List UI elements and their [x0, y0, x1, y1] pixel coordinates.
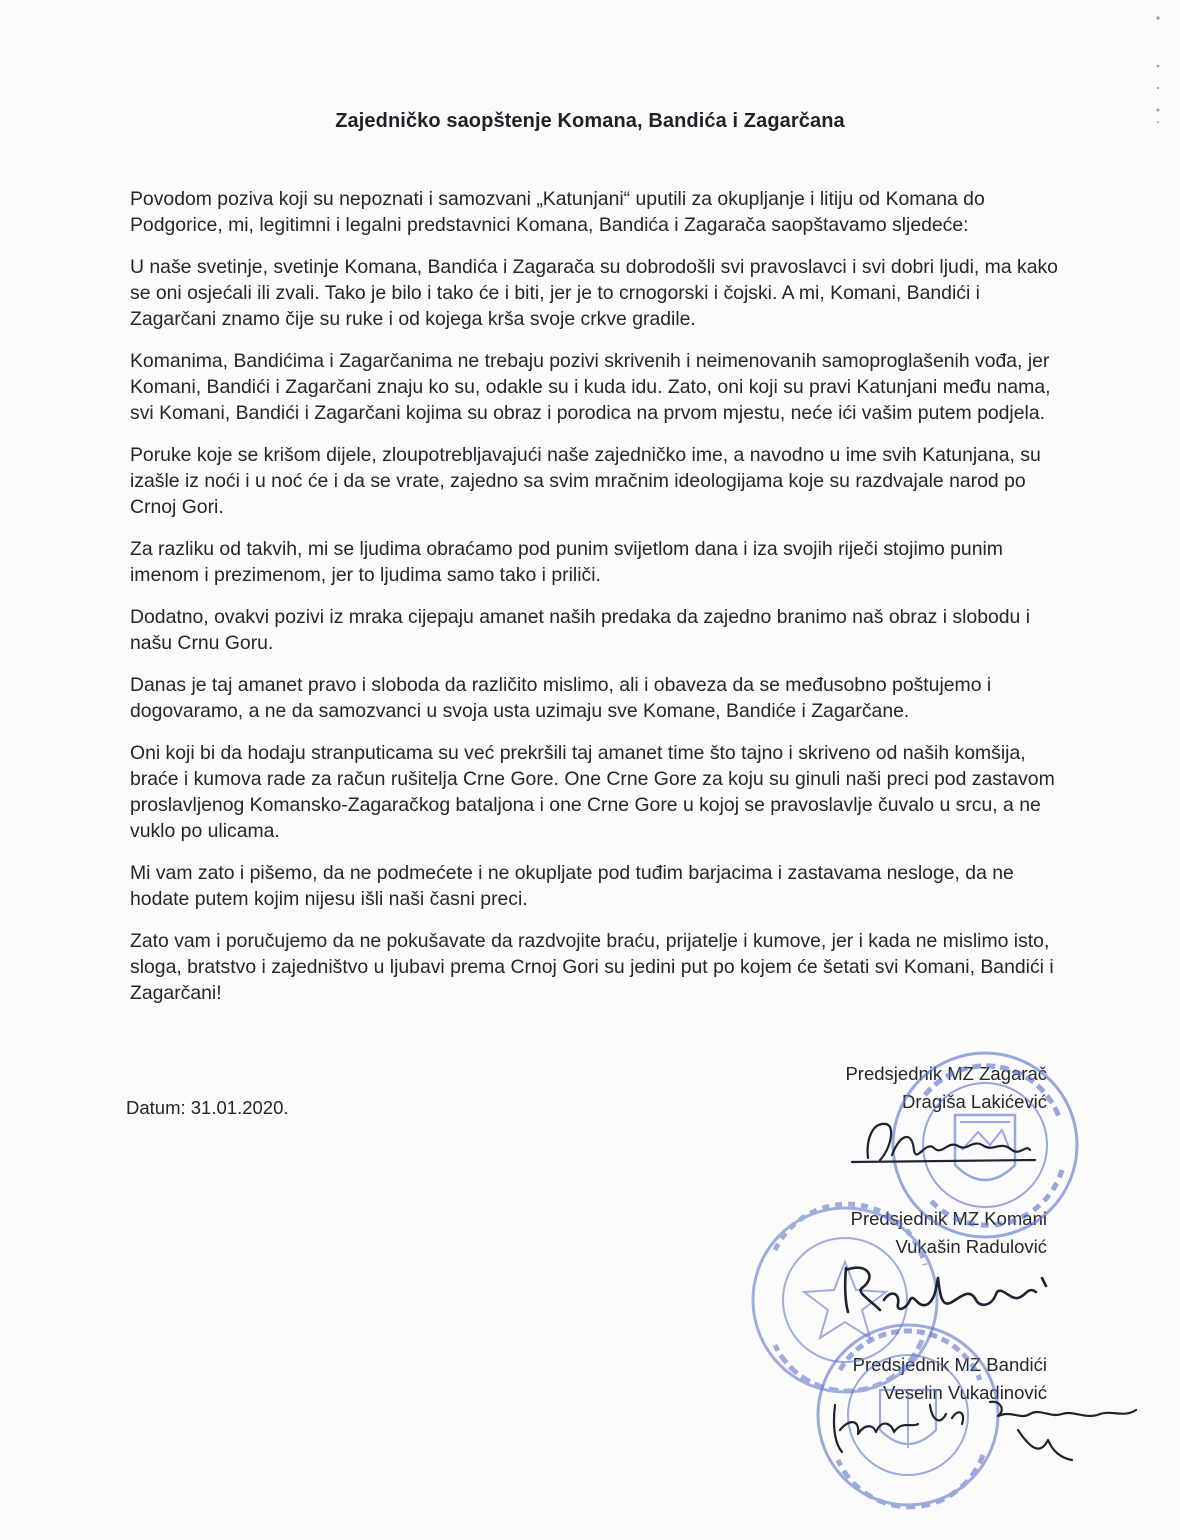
- signature-radulovic: [845, 1268, 1046, 1312]
- signatory-role: Predsjednik MZ Komani: [850, 1208, 1047, 1229]
- paragraph: Dodatno, ovakvi pozivi iz mraka cijepaju amanet naših predaka da zajedno branimo naš obraz i slobodu i našu Crnu Goru.: [130, 606, 1031, 654]
- paragraph: Komanima, Bandićima i Zagarčanima ne trebaju pozivi skrivenih i neimenovanih samoproglašenih vođa, jer Komani, Bandići i Zagarčani znaju ko su, odakle su i kuda idu. Zato, oni koji su pravi Katunjani među nama, svi Komani, Bandići i Zagarčani kojima su obraz i porodica na prvom mjestu, neće ići vašim putem podjela.: [130, 350, 1051, 424]
- paragraph: Zato vam i poručujemo da ne pokušavate da razdvojite braću, prijatelje i kumove, jer i kada ne mislimo isto, sloga, bratstvo i zajedništvo u ljubavi prema Crnoj Gori su jedini put po kojem će šetati svi Komani, Bandići i Zagarčani!: [130, 930, 1054, 1004]
- signature-vukadinovic: [834, 1402, 1136, 1460]
- paragraph: Mi vam zato i pišemo, da ne podmećete i ne okupljate pod tuđim barjacima i zastavama nesloge, da ne hodate putem kojim nijesu išli naši časni preci.: [130, 862, 1014, 910]
- star-emblem-icon: [804, 1262, 886, 1338]
- paragraph: Oni koji bi da hodaju stranputicama su već prekršili taj amanet time što tajno i skriveno od naših komšija, braće i kumova rade za račun rušitelja Crne Gore. One Crne Gore za koju su ginuli naši preci pod zastavom proslavljenog Komansko-Zagaračkog bataljona i one Crne Gore u kojoj se pravoslavlje čuvalo u srcu, a ne vuklo po ulicama.: [130, 742, 1055, 842]
- signatory-name: Vukašin Radulović: [895, 1236, 1047, 1257]
- signature-lakicevic: [852, 1124, 1035, 1162]
- signatory-name: Veselin Vukadinović: [883, 1382, 1047, 1403]
- signatory-bandici: [853, 1351, 1047, 1407]
- signatory-zagarac: [845, 1060, 1047, 1116]
- paragraph: Danas je taj amanet pravo i sloboda da različito mislimo, ali i obaveza da se međusobno poštujemo i dogovaramo, a ne da samozvanci u svoja usta uzimaju sve Komane, Bandiće i Zagarčane.: [130, 674, 992, 722]
- paragraph: Povodom poziva koji su nepoznati i samozvani „Katunjani“ uputili za okupljanje i litiju od Komana do Podgorice, mi, legitimni i legalni predstavnici Komana, Bandića i Zagarača saopštavamo sljedeće:: [130, 188, 985, 236]
- signatory-komani: [851, 1205, 1047, 1261]
- document-body: [130, 186, 1058, 1022]
- signatory-name: Dragiša Lakićević: [902, 1091, 1047, 1112]
- signatory-role: Predsjednik MZ Zagarač: [845, 1063, 1047, 1084]
- document-title: Zajedničko saopštenje Komana, Bandića i Zagarčana: [335, 110, 845, 132]
- paragraph: Za razliku od takvih, mi se ljudima obraćamo pod punim svijetlom dana i iza svojih riječi stojimo punim imenom i prezimenom, jer to ljudima samo tako i priliči.: [130, 538, 1003, 586]
- signatory-role: Predsjednik MZ Bandići: [852, 1354, 1047, 1375]
- coat-of-arms-icon: [955, 1115, 1015, 1180]
- paragraph: U naše svetinje, svetinje Komana, Bandića i Zagarača su dobrodošli svi pravoslavci i svi dobri ljudi, ma kako se oni osjećali ili zvali. Tako je bilo i tako će i biti, jer je to crnogorski i čojski. A mi, Komani, Bandići i Zagarčani znamo čije su ruke i od kojega krša svoje crkve gradile.: [130, 256, 1058, 330]
- document-date: Datum: 31.01.2020.: [126, 1097, 289, 1118]
- paragraph: Poruke koje se krišom dijele, zloupotrebljavajući naše zajedničko ime, a navodno u ime svih Katunjana, su izašle iz noći i u noć će i da se vrate, zajedno sa svim mračnim ideologijama koje su razdvajale narod po Crnoj Gori.: [130, 444, 1041, 518]
